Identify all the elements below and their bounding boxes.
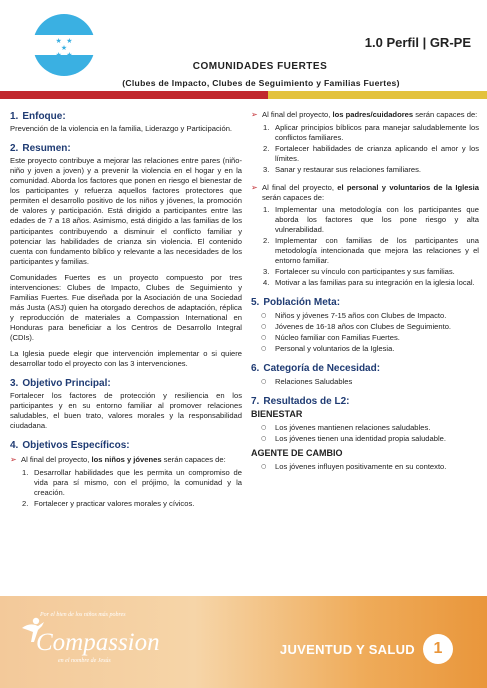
flag-stars: ★ ★ ★ — [55, 37, 73, 52]
objetivos-iglesia-intro: ➢ Al final del proyecto, el personal y voluntarios de la Iglesia serán capaces de: — [251, 182, 479, 202]
header-bar-yellow — [268, 91, 487, 99]
agente-cambio-list — [251, 462, 479, 472]
page-subtitle: (Clubes de Impacto, Clubes de Seguimiento y Familias Fuertes) — [122, 78, 400, 88]
list-item: ○ Niños y jóvenes 7-15 años con Clubes de Impacto. — [261, 310, 447, 320]
poblacion-list — [251, 311, 479, 354]
arrow-bullet-icon: ➢ — [251, 110, 258, 119]
categoria-list — [251, 377, 479, 387]
objetivos-padres-intro: ➢ Al final del proyecto, los padres/cuidadores serán capaces de: — [251, 110, 478, 119]
section-heading-poblacion: 5. Población Meta: — [251, 296, 341, 308]
bienestar-list — [251, 423, 479, 444]
left-column — [10, 110, 242, 513]
page-title: COMUNIDADES FUERTES — [192, 61, 328, 72]
bienestar-label: BIENESTAR — [251, 409, 303, 420]
profile-code: 1.0 Perfil | GR-PE — [364, 35, 471, 50]
list-item: 2. Fortalecer y practicar valores morales y cívicos. — [22, 498, 195, 508]
compassion-logo-icon: Por el bien de los niños más pobres Compassion en el nombre de Jesús — [18, 612, 158, 682]
objetivo-principal-text: Fortalecer los factores de protección y resiliencia en los participantes y en su entorno familiar al promover relaciones saludables, el buen trato, valores morales y la responsabilidad ciudadana. — [10, 390, 242, 430]
arrow-bullet-icon: ➢ — [10, 455, 17, 465]
objetivos-ninos-list — [10, 468, 242, 509]
section-heading-resumen: 2. Resumen: — [10, 143, 71, 155]
list-item: ○ Jóvenes de 16-18 años con Clubes de Seguimiento. — [261, 321, 452, 331]
section-heading-enfoque: 1. Enfoque: — [10, 111, 66, 122]
honduras-flag-icon — [33, 14, 95, 76]
flag-bottom-band — [33, 55, 95, 76]
agente-cambio-label: AGENTE DE CAMBIO — [251, 448, 343, 459]
section-label: JUVENTUD Y SALUD — [279, 642, 415, 657]
section-heading-objetivos-especificos: 4. Objetivos Específicos: — [10, 439, 130, 451]
arrow-bullet-icon: ➢ — [251, 182, 258, 192]
objetivos-ninos-intro: ➢ Al final del proyecto, los niños y jóvenes serán capaces de: — [10, 455, 226, 465]
section-heading-objetivo-principal: 3. Objetivo Principal: — [10, 377, 111, 389]
resumen-paragraph-1: Este proyecto contribuye a mejorar las relaciones entre pares (niño-niño y joven a joven) y a prevenir la violencia en el hogar y en la comunidad. Aborda los factores que ponen en riesgo el bienestar de los participantes y refuerza aquellos factores protectores que permiten el desarrollo positivo de los niños y jóvenes, la promoción de valores y participación. Está dirigido a participantes entre las edades de 7 a 18 años. Asimismo, está dirigido a las familias de los participantes contribuyendo a disminuir el conflicto familiar y potenciar las habilidades de crianza sin violencia. El contenido cuenta con fundamento bíblico y relevante a las necesidades de los participantes y familias. — [10, 156, 242, 266]
list-item: ○ Personal y voluntarios de la Iglesia. — [261, 344, 395, 354]
list-item: 1. Desarrollar habilidades que les permita un compromiso de vida para sí mismo, con el prójimo, la comunidad y la creación. — [22, 467, 242, 497]
section-heading-categoria: 6. Categoría de Necesidad: — [251, 363, 381, 375]
list-item: 4. Motivar a las familias para su integración en la iglesia local. — [263, 277, 475, 287]
list-item: 1. Aplicar principios bíblicos para manejar saludablemente los conflictos familiares. — [263, 122, 479, 142]
list-item: 3. Fortalecer su vínculo con participantes y sus familias. — [263, 266, 455, 276]
list-item: ○ Los jóvenes mantienen relaciones saludables. — [261, 423, 431, 433]
list-item: 2. Fortalecer habilidades de crianza aplicando el amor y los límites. — [263, 143, 479, 163]
resumen-paragraph-3: La Iglesia puede elegir que intervención implementar o si quiere desarrollar todo el proyecto con las 3 intervenciones. — [10, 348, 242, 368]
flag-top-band — [33, 14, 95, 35]
section-heading-resultados: 7. Resultados de L2: — [251, 396, 350, 408]
list-item: ○ Núcleo familiar con Familias Fuertes. — [261, 333, 400, 342]
page-number: 1 — [423, 634, 453, 664]
objetivos-iglesia-list — [251, 205, 479, 288]
list-item: ○ Los jóvenes tienen una identidad propia saludable. — [261, 434, 446, 444]
enfoque-text: Prevención de la violencia en la familia, Liderazgo y Participación. — [10, 124, 233, 134]
page-footer — [0, 596, 487, 688]
list-item: ○ Relaciones Saludables — [261, 377, 353, 387]
header-bar-red — [0, 91, 268, 99]
list-item: 2. Implementar con familias de los participantes una metodología intencionada que mejora las relaciones y el entorno familiar. — [263, 235, 479, 265]
resumen-paragraph-2: Comunidades Fuertes es un proyecto compuesto por tres intervenciones: Clubes de Impacto, Clubes de Seguimiento y Familias Fuertes. Fue diseñada por la Asociación de una Sociedad más Justa (ASJ) quien ha otorgado derechos de adaptación, réplica y reproducción de materiales a Compassion International en Honduras para beneficiar a los Centros de Desarrollo Integral (CDIs). — [10, 272, 242, 342]
list-item: 3. Sanar y restaurar sus relaciones familiares. — [263, 164, 422, 174]
objetivos-padres-list — [251, 123, 479, 175]
list-item: 1. Implementar una metodología con los participantes que aborda los factores que los pone riesgo y alta vulnerabilidad. — [263, 204, 479, 234]
list-item: ○ Los jóvenes influyen positivamente en su contexto. — [261, 462, 447, 472]
right-column — [251, 110, 479, 474]
